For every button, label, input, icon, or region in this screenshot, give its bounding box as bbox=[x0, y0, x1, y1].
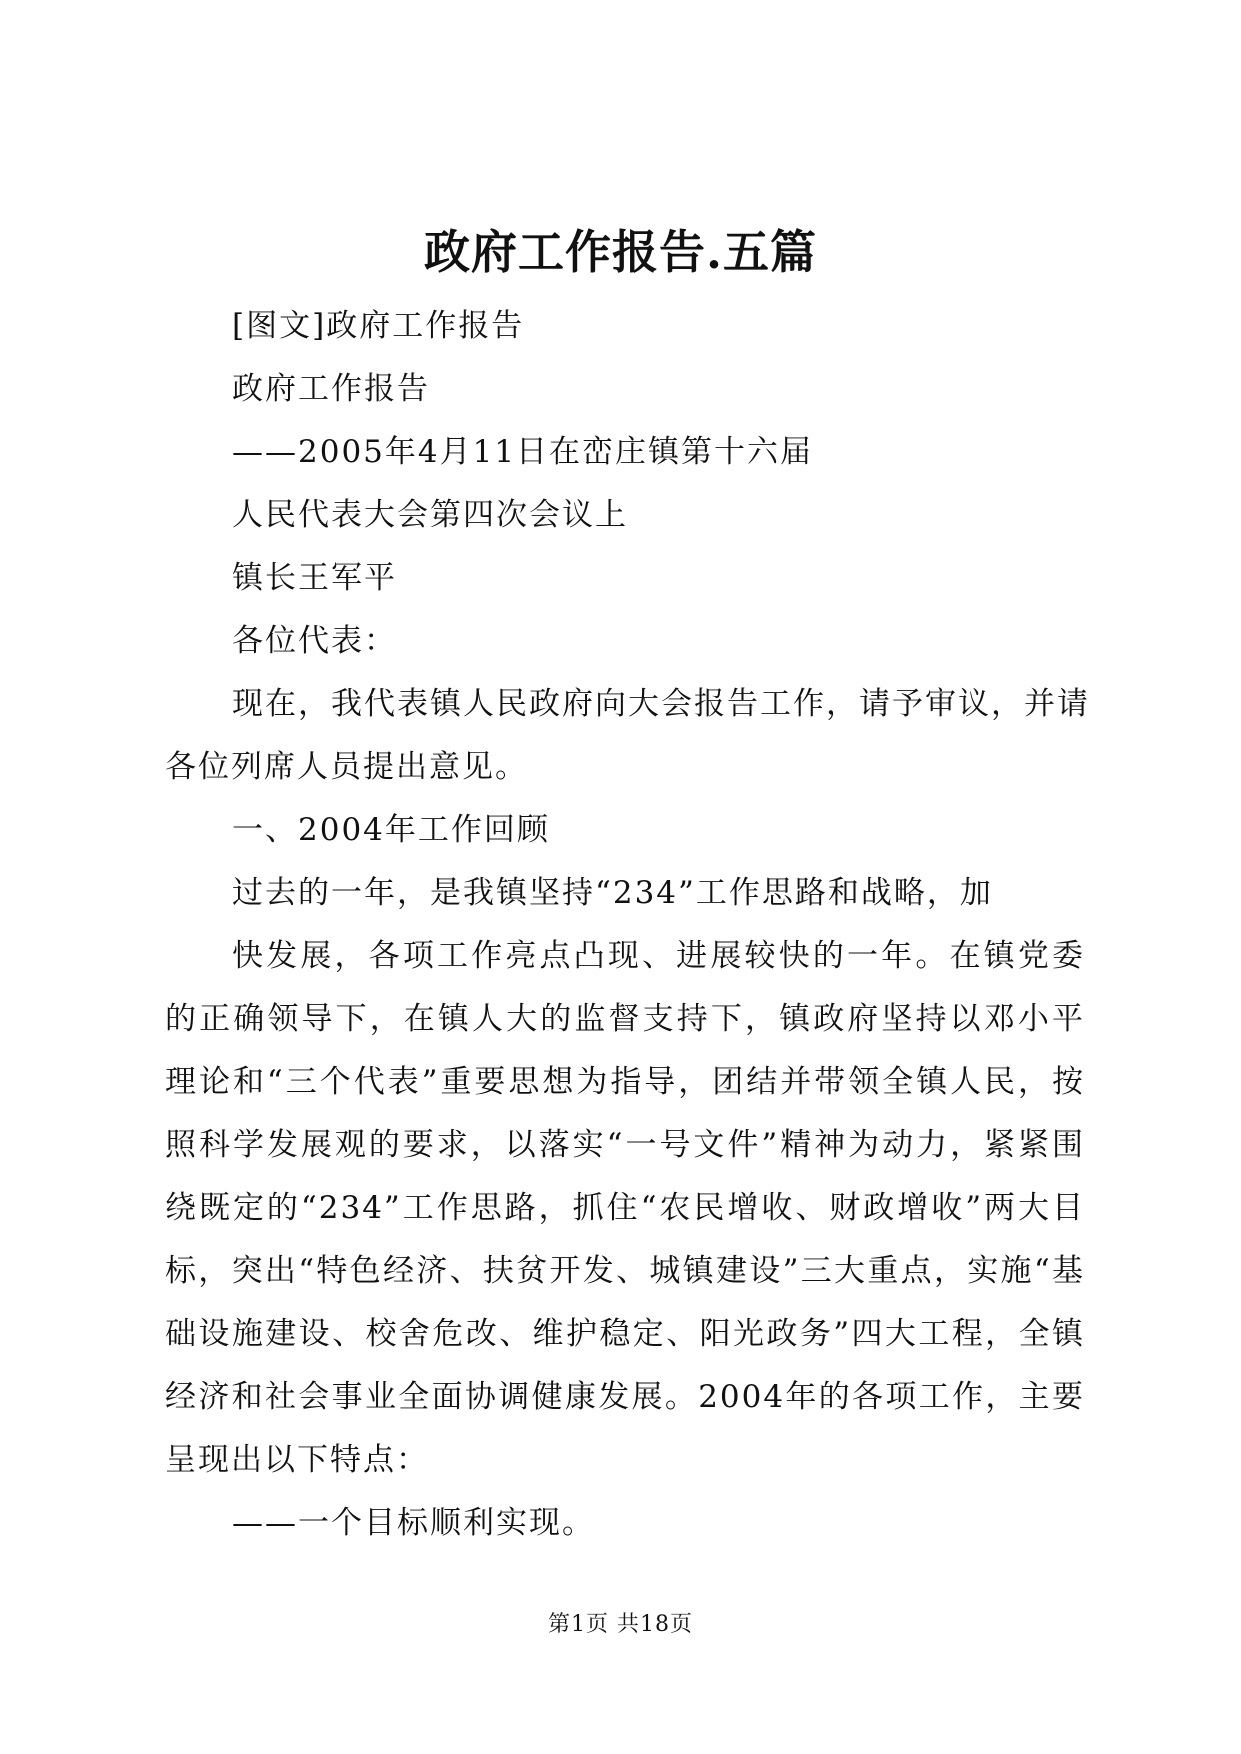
text-line: ——一个目标顺利实现。 bbox=[232, 1505, 595, 1541]
text-line: 各位列席人员提出意见。 bbox=[165, 749, 528, 785]
text-line: 现在，我代表镇人民政府向大会报告工作，请予审议，并请 bbox=[232, 686, 1090, 722]
text-line: 各位代表： bbox=[232, 623, 397, 659]
document-title: 政府工作报告.五篇 bbox=[423, 225, 817, 279]
document-body bbox=[165, 295, 1090, 1555]
text-line: 镇长王军平 bbox=[232, 560, 397, 596]
text-line: 人民代表大会第四次会议上 bbox=[232, 497, 628, 533]
text-line: ——2005年4月11日在峦庄镇第十六届 bbox=[232, 434, 814, 470]
text-line: 政府工作报告 bbox=[232, 371, 430, 407]
text-line: 一、2004年工作回顾 bbox=[232, 812, 550, 848]
text-line: [图文]政府工作报告 bbox=[232, 308, 525, 344]
page-footer: 第1页 共18页 bbox=[548, 1612, 693, 1637]
body-paragraph: 快发展，各项工作亮点凸现、进展较快的一年。在镇党委的正确领导下，在镇人大的监督支持下，镇政府坚持以邓小平理论和“三个代表”重要思想为指导，团结并带领全镇人民，按照科学发展观的要求，以落实“一号文件”精神为动力，紧紧围绕既定的“234”工作思路，抓住“农民增收、财政增收”两大目标，突出“特色经济、扶贫开发、城镇建设”三大重点，实施“基础设施建设、校舍危改、维护稳定、阳光政务”四大工程，全镇经济和社会事业全面协调健康发展。2004年的各项工作，主要呈现出以下特点： bbox=[165, 938, 1085, 1478]
text-line: 过去的一年，是我镇坚持“234”工作思路和战略，加 bbox=[232, 875, 993, 911]
